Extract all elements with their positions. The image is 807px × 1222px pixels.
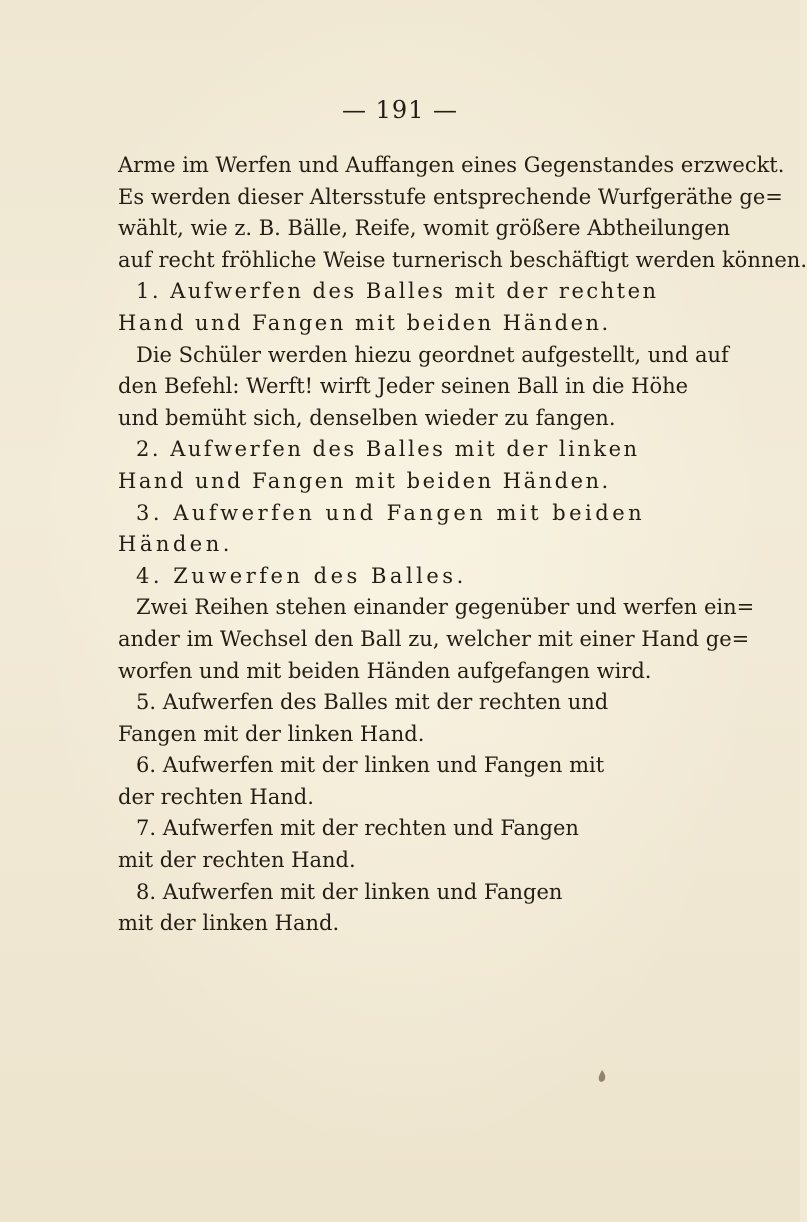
heading-line: 2. Aufwerfen des Balles mit der linken	[136, 437, 640, 462]
exercise-7-heading	[118, 813, 678, 876]
exercise-2-heading	[118, 434, 678, 497]
heading-line: mit der rechten Hand.	[118, 848, 356, 873]
heading-line: Hand und Fangen mit beiden Händen.	[118, 468, 611, 493]
page-body	[118, 150, 807, 940]
heading-line: 6. Aufwerfen mit der linken und Fangen mit	[136, 753, 605, 778]
exercise-8-heading	[118, 877, 678, 940]
text-line: Arme im Werfen und Auffangen eines Gegenstandes erzweckt.	[118, 153, 785, 177]
text-line: den Befehl: Werft! wirft Jeder seinen Ball in die Höhe	[118, 374, 689, 399]
text-line: Es werden dieser Altersstufe entsprechende Wurfgeräthe ge=	[118, 184, 783, 209]
exercise-6-heading	[118, 750, 678, 813]
page-number: — 191 —	[341, 96, 459, 124]
heading-line: 4. Zuwerfen des Balles.	[136, 563, 467, 588]
heading-line: 1. Aufwerfen des Balles mit der rechten	[136, 279, 659, 304]
heading-line: der rechten Hand.	[118, 784, 314, 809]
heading-line: 8. Aufwerfen mit der linken und Fangen	[136, 879, 563, 904]
heading-line: Händen.	[118, 532, 233, 557]
exercise-3-heading	[118, 498, 678, 561]
exercise-5-heading	[118, 687, 678, 750]
blot-icon	[596, 1069, 608, 1085]
heading-line: 5. Aufwerfen des Balles mit der rechten und	[136, 690, 609, 715]
heading-line: mit der linken Hand.	[118, 911, 340, 936]
text-line: und bemüht sich, denselben wieder zu fangen.	[118, 405, 616, 430]
text-line: ander im Wechsel den Ball zu, welcher mit einer Hand ge=	[118, 626, 750, 651]
text-line: Zwei Reihen stehen einander gegenüber und werfen ein=	[136, 595, 755, 620]
text-line: Die Schüler werden hiezu geordnet aufgestellt, und auf	[136, 342, 729, 367]
heading-line: 3. Aufwerfen und Fangen mit beiden	[136, 500, 646, 525]
text-line: auf recht fröhliche Weise turnerisch beschäftigt werden können.	[118, 247, 807, 272]
exercise-1-heading	[118, 276, 678, 339]
heading-line: 7. Aufwerfen mit der rechten und Fangen	[136, 816, 579, 841]
text-line: wählt, wie z. B. Bälle, Reife, womit größere Abtheilungen	[118, 216, 731, 241]
ink-blot-mark	[596, 1066, 608, 1090]
heading-line: Fangen mit der linken Hand.	[118, 721, 425, 746]
exercise-4-heading	[118, 561, 678, 593]
intro-paragraph	[118, 150, 807, 276]
text-line: worfen und mit beiden Händen aufgefangen wird.	[118, 658, 652, 683]
exercise-1-body	[118, 340, 729, 435]
exercise-4-body	[118, 592, 755, 687]
heading-line: Hand und Fangen mit beiden Händen.	[118, 310, 611, 335]
